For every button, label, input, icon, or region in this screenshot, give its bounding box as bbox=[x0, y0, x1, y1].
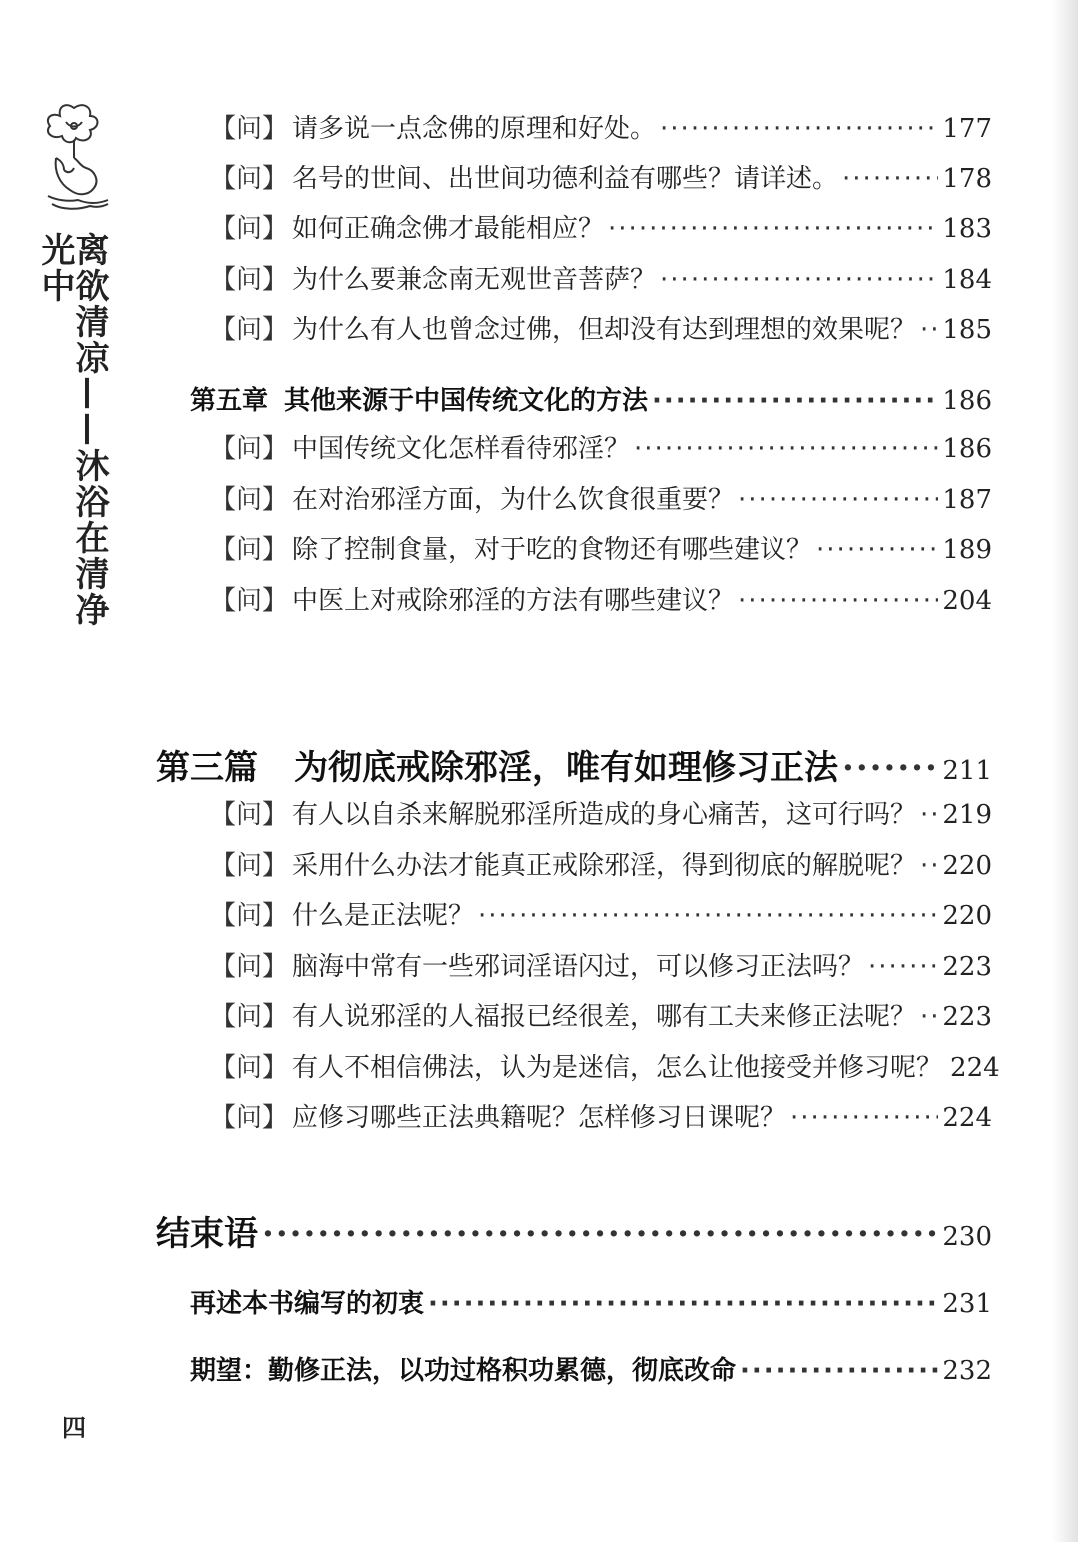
book-title-vertical: 离欲清凉——沐浴在清净光中 bbox=[35, 232, 109, 628]
toc-question-text: 名号的世间、出世间功德利益有哪些？请详述。 bbox=[292, 164, 839, 194]
sidebar bbox=[28, 100, 118, 660]
toc-page-number: 178 bbox=[942, 164, 992, 194]
toc-question-text: 除了控制食量，对于吃的食物还有哪些建议？ bbox=[292, 535, 813, 565]
toc-question[interactable] bbox=[210, 946, 992, 983]
toc-page-number: 224 bbox=[950, 1053, 1000, 1083]
dot-leader bbox=[868, 952, 938, 982]
toc-question-text: 有人以自杀来解脱邪淫所造成的身心痛苦，这可行吗？ bbox=[292, 800, 917, 830]
toc-page-number: 231 bbox=[942, 1289, 992, 1319]
lotus-hand-icon bbox=[34, 100, 114, 218]
toc-question-text: 中国传统文化怎样看待邪淫？ bbox=[292, 434, 631, 464]
toc-question[interactable] bbox=[210, 580, 992, 617]
toc-page-number: 187 bbox=[942, 485, 992, 515]
toc-page-number: 219 bbox=[942, 800, 992, 830]
question-tag: 【问】 bbox=[210, 214, 289, 244]
toc-page-number: 220 bbox=[942, 851, 992, 881]
toc-page-number: 230 bbox=[942, 1222, 992, 1252]
question-tag: 【问】 bbox=[210, 1002, 289, 1032]
toc-question[interactable] bbox=[210, 529, 992, 566]
toc-question[interactable] bbox=[210, 1097, 992, 1134]
toc-question-text: 为什么要兼念南无观世音菩萨？ bbox=[292, 265, 657, 295]
toc-question[interactable] bbox=[210, 259, 992, 296]
page-number: 四 bbox=[62, 1413, 86, 1442]
toc-ending-item[interactable] bbox=[190, 1350, 992, 1387]
question-tag: 【问】 bbox=[210, 1053, 289, 1083]
toc-question-text: 应修习哪些正法典籍呢？怎样修习日课呢？ bbox=[292, 1103, 787, 1133]
toc-question-text: 如何正确念佛才最能相应？ bbox=[292, 214, 605, 244]
dot-leader bbox=[428, 1289, 938, 1319]
toc-page-number: 177 bbox=[942, 114, 992, 144]
dot-leader bbox=[920, 315, 938, 345]
question-tag: 【问】 bbox=[210, 485, 289, 515]
question-tag: 【问】 bbox=[210, 901, 289, 931]
toc-chapter-5[interactable] bbox=[190, 380, 992, 417]
dot-leader bbox=[634, 434, 938, 464]
toc-question[interactable] bbox=[210, 208, 992, 245]
toc-question-text: 请多说一点念佛的原理和好处。 bbox=[292, 114, 657, 144]
toc-question[interactable] bbox=[210, 996, 992, 1033]
question-tag: 【问】 bbox=[210, 434, 289, 464]
dot-leader bbox=[660, 114, 938, 144]
ending-item-title: 再述本书编写的初衷 bbox=[190, 1289, 425, 1319]
dot-leader bbox=[790, 1103, 938, 1133]
dot-leader bbox=[920, 800, 938, 830]
toc-question[interactable] bbox=[210, 1047, 1000, 1084]
toc-question[interactable] bbox=[210, 309, 992, 346]
toc-part-3[interactable] bbox=[156, 740, 992, 789]
ending-title: 结束语 bbox=[156, 1214, 258, 1254]
toc-page-number: 184 bbox=[942, 265, 992, 295]
question-tag: 【问】 bbox=[210, 586, 289, 616]
dot-leader bbox=[738, 485, 938, 515]
toc-page-number: 186 bbox=[942, 386, 992, 416]
toc-page-number: 185 bbox=[942, 315, 992, 345]
toc-page-number: 189 bbox=[942, 535, 992, 565]
toc-page-number: 223 bbox=[942, 1002, 992, 1032]
toc-question[interactable] bbox=[210, 479, 992, 516]
toc-question[interactable] bbox=[210, 845, 992, 882]
page-edge-shadow bbox=[1052, 0, 1078, 1542]
part-title: 为彻底戒除邪淫，唯有如理修习正法 bbox=[294, 748, 838, 788]
toc-question-text: 采用什么办法才能真正戒除邪淫，得到彻底的解脱呢？ bbox=[292, 851, 917, 881]
question-tag: 【问】 bbox=[210, 164, 289, 194]
dot-leader bbox=[262, 1214, 938, 1254]
dot-leader bbox=[842, 164, 938, 194]
dot-leader bbox=[920, 1002, 938, 1032]
dot-leader bbox=[608, 214, 938, 244]
toc-ending[interactable] bbox=[156, 1206, 992, 1255]
question-tag: 【问】 bbox=[210, 800, 289, 830]
toc-page-number: 224 bbox=[942, 1103, 992, 1133]
question-tag: 【问】 bbox=[210, 265, 289, 295]
toc-question-text: 在对治邪淫方面，为什么饮食很重要？ bbox=[292, 485, 735, 515]
toc-question-text: 有人说邪淫的人福报已经很差，哪有工夫来修正法呢？ bbox=[292, 1002, 917, 1032]
dot-leader bbox=[652, 386, 938, 416]
toc-page-number: 223 bbox=[942, 952, 992, 982]
toc-page-number: 211 bbox=[942, 756, 992, 786]
toc-question[interactable] bbox=[210, 428, 992, 465]
toc-ending-item[interactable] bbox=[190, 1283, 992, 1320]
ending-item-title: 期望：勤修正法，以功过格积功累德，彻底改命 bbox=[190, 1356, 737, 1386]
part-label: 第三篇 bbox=[156, 748, 258, 788]
chapter-label: 第五章 bbox=[190, 386, 269, 416]
toc-question[interactable] bbox=[210, 108, 992, 145]
toc-question[interactable] bbox=[210, 158, 992, 195]
toc-question-text: 有人不相信佛法，认为是迷信，怎么让他接受并修习呢？ bbox=[292, 1053, 943, 1083]
dot-leader bbox=[660, 265, 938, 295]
toc-page-number: 232 bbox=[942, 1356, 992, 1386]
toc-question[interactable] bbox=[210, 794, 992, 831]
question-tag: 【问】 bbox=[210, 851, 289, 881]
dot-leader bbox=[842, 748, 938, 788]
toc-page-number: 183 bbox=[942, 214, 992, 244]
question-tag: 【问】 bbox=[210, 315, 289, 345]
toc-question-text: 为什么有人也曾念过佛，但却没有达到理想的效果呢？ bbox=[292, 315, 917, 345]
question-tag: 【问】 bbox=[210, 952, 289, 982]
dot-leader bbox=[738, 586, 938, 616]
toc-page-number: 204 bbox=[942, 586, 992, 616]
toc-page-number: 220 bbox=[942, 901, 992, 931]
question-tag: 【问】 bbox=[210, 535, 289, 565]
dot-leader bbox=[816, 535, 938, 565]
toc-question-text: 什么是正法呢？ bbox=[292, 901, 475, 931]
question-tag: 【问】 bbox=[210, 114, 289, 144]
toc-page-number: 186 bbox=[942, 434, 992, 464]
chapter-title: 其他来源于中国传统文化的方法 bbox=[284, 386, 649, 416]
dot-leader bbox=[920, 851, 938, 881]
dot-leader bbox=[478, 901, 938, 931]
toc-question-text: 脑海中常有一些邪词淫语闪过，可以修习正法吗？ bbox=[292, 952, 865, 982]
dot-leader bbox=[740, 1356, 938, 1386]
toc-question[interactable] bbox=[210, 895, 992, 932]
toc-question-text: 中医上对戒除邪淫的方法有哪些建议？ bbox=[292, 586, 735, 616]
question-tag: 【问】 bbox=[210, 1103, 289, 1133]
